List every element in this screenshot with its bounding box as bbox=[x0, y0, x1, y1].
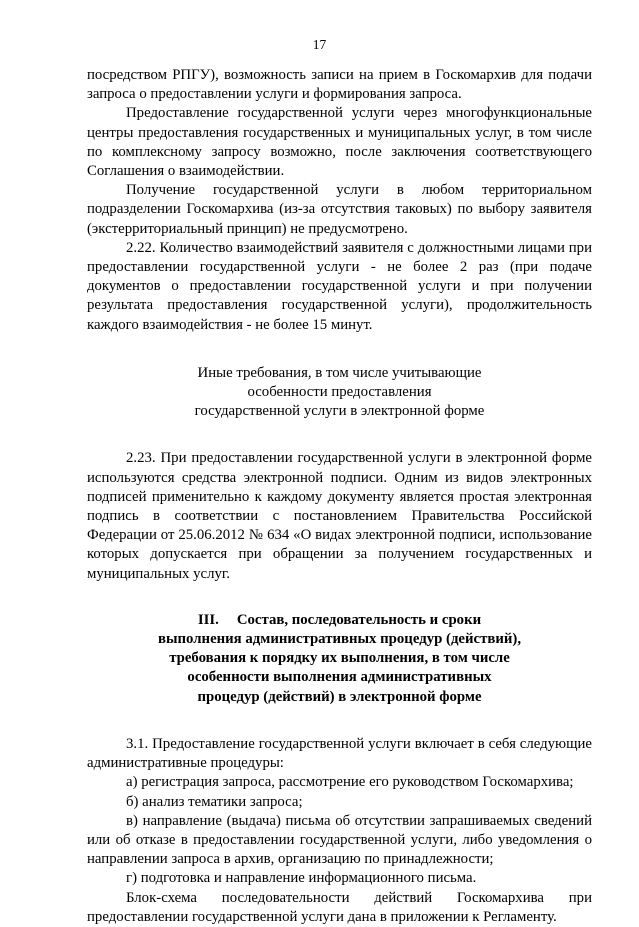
section-number: III. bbox=[197, 611, 219, 628]
heading-text: Состав, последовательность и сроки bbox=[236, 611, 482, 628]
heading-line bbox=[87, 611, 592, 630]
section-heading-electronic-form bbox=[87, 364, 592, 422]
list-item-v: в) направление (выдача) письма об отсутствии запрашиваемых сведений или об отказе в предоставлении государственной услуги, либо уведомления о направлении запроса в архив, организацию по принадлежности; bbox=[87, 812, 592, 868]
section-heading-iii bbox=[87, 611, 592, 707]
page-number: 17 bbox=[312, 37, 327, 52]
paragraph-continuation: посредством РПГУ), возможность записи на прием в Госкомархив для подачи запроса о предоставлении услуги и формирования запроса. bbox=[87, 67, 592, 103]
heading-line: процедур (действий) в электронной форме bbox=[197, 688, 482, 705]
list-item-g: г) подготовка и направление информационного письма. bbox=[126, 870, 477, 887]
heading-line: Иные требования, в том числе учитывающие bbox=[197, 364, 482, 381]
heading-line: особенности выполнения административных bbox=[187, 669, 492, 686]
paragraph-2-23: 2.23. При предоставлении государственной услуги в электронной форме используются средства электронной подписи. Одним из видов электронных подписей применительно к каждому документу является простая электронная подпись в соответствии с постановлением Правительства Российской Федерации от 25.06.2012 № 634 «О видах электронной подписи, использование которых допускается при обращении за получением государственных и муниципальных услуг. bbox=[87, 450, 592, 582]
heading-line: требования к порядку их выполнения, в том числе bbox=[169, 650, 510, 667]
list-item-a: а) регистрация запроса, рассмотрение его руководством Госкомархива; bbox=[126, 774, 574, 791]
paragraph-mfc: Предоставление государственной услуги через многофункциональные центры предоставления государственных и муниципальных услуг, в том числе по комплексному запросу возможно, после заключения соответствующего Соглашения о взаимодействии. bbox=[87, 105, 592, 180]
list-item-b: б) анализ тематики запроса; bbox=[126, 793, 303, 810]
paragraph-block-scheme: Блок-схема последовательности действий Госкомархива при предоставлении государственной услуги дана в приложении к Регламенту. bbox=[87, 889, 592, 925]
heading-line: особенности предоставления bbox=[247, 384, 432, 401]
paragraph-2-22: 2.22. Количество взаимодействий заявителя с должностными лицами при предоставлении государственной услуги - не более 2 раз (при подаче документов о предоставлении государственной услуги и при получении результата предоставления государственной услуги), продолжительность каждого взаимодействия - не более 15 минут. bbox=[87, 239, 592, 333]
document-body bbox=[87, 66, 592, 927]
paragraph-extraterritorial: Получение государственной услуги в любом территориальном подразделении Госкомархива (из-за отсутствия таковых) по выбору заявителя (экстерриториальный принцип) не предусмотрено. bbox=[87, 182, 592, 237]
heading-line: государственной услуги в электронной форме bbox=[194, 403, 485, 420]
paragraph-3-1: 3.1. Предоставление государственной услуги включает в себя следующие административные процедуры: bbox=[87, 735, 592, 772]
heading-line: выполнения административных процедур (действий), bbox=[157, 631, 522, 648]
